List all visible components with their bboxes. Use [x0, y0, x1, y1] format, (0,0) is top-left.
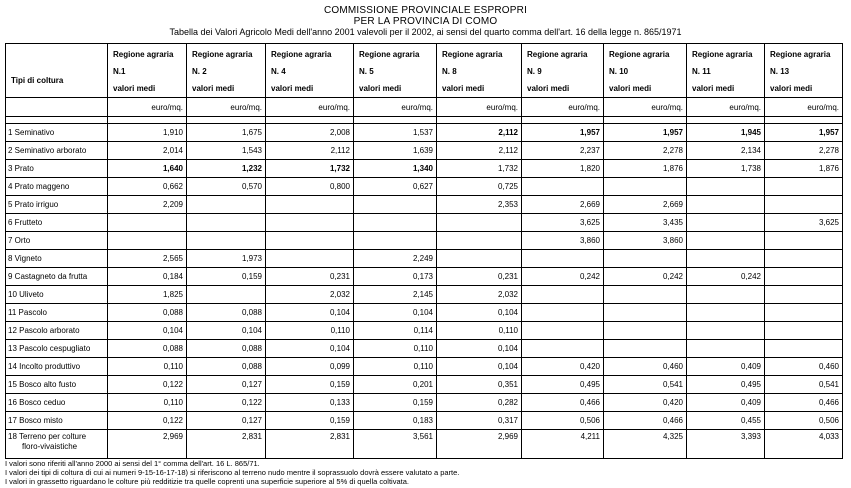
spacer-cell	[687, 117, 765, 124]
value-cell: 1,340	[354, 160, 437, 178]
unit-cell: euro/mq.	[437, 98, 522, 117]
column-header-line: Regione agraria	[271, 50, 332, 59]
column-header-line: N. 10	[609, 67, 629, 76]
units-blank	[6, 98, 108, 117]
value-cell: 2,112	[437, 124, 522, 142]
table-row	[6, 268, 843, 286]
column-header-line: N. 11	[692, 67, 711, 76]
value-cell	[687, 250, 765, 268]
value-cell: 1,825	[108, 286, 187, 304]
crop-name: 16 Bosco ceduo	[6, 394, 108, 412]
value-cell: 0,110	[354, 340, 437, 358]
value-cell: 0,460	[604, 358, 687, 376]
table-row	[6, 250, 843, 268]
table-row	[6, 376, 843, 394]
crop-name: 5 Prato irriguo	[6, 196, 108, 214]
column-header	[437, 44, 522, 98]
crop-name: 4 Prato maggeno	[6, 178, 108, 196]
spacer-cell	[266, 117, 354, 124]
value-cell: 3,625	[522, 214, 604, 232]
value-cell: 0,122	[187, 394, 266, 412]
value-cell	[765, 340, 843, 358]
column-header-line: Regione agraria	[192, 50, 253, 59]
value-cell: 0,242	[522, 268, 604, 286]
value-cell	[765, 178, 843, 196]
column-header-line: N. 8	[442, 67, 457, 76]
crop-name: 2 Seminativo arborato	[6, 142, 108, 160]
value-cell: 0,460	[765, 358, 843, 376]
value-cell	[765, 268, 843, 286]
value-cell: 0,351	[437, 376, 522, 394]
table-row	[6, 286, 843, 304]
value-cell: 0,231	[437, 268, 522, 286]
value-cell: 0,104	[437, 304, 522, 322]
value-cell: 0,088	[187, 340, 266, 358]
value-cell: 0,201	[354, 376, 437, 394]
crop-name: 9 Castagneto da frutta	[6, 268, 108, 286]
column-header-line: N. 9	[527, 67, 542, 76]
value-cell: 3,435	[604, 214, 687, 232]
values-table	[5, 43, 843, 459]
value-cell: 0,110	[354, 358, 437, 376]
crop-name: 1 Seminativo	[6, 124, 108, 142]
value-cell: 1,820	[522, 160, 604, 178]
value-cell: 2,565	[108, 250, 187, 268]
spacer-cell	[108, 117, 187, 124]
title-line-1: COMMISSIONE PROVINCIALE ESPROPRI	[323, 5, 528, 16]
value-cell	[354, 232, 437, 250]
value-cell: 0,104	[187, 322, 266, 340]
table-row	[6, 394, 843, 412]
value-cell: 2,237	[522, 142, 604, 160]
value-cell	[437, 214, 522, 232]
value-cell	[522, 322, 604, 340]
unit-cell: euro/mq.	[108, 98, 187, 117]
value-cell: 2,134	[687, 142, 765, 160]
footnote: I valori in grassetto riguardano le colture più redditizie tra quelle coprenti una superficie superiore al 5% di quella coltivata.	[5, 477, 409, 486]
column-header-line: N. 4	[271, 67, 286, 76]
value-cell: 3,393	[687, 430, 765, 459]
value-cell: 0,173	[354, 268, 437, 286]
column-header-line: valori medi	[692, 84, 735, 93]
table-row	[6, 142, 843, 160]
value-cell	[604, 178, 687, 196]
value-cell: 0,088	[187, 304, 266, 322]
value-cell: 2,969	[437, 430, 522, 459]
value-cell	[604, 304, 687, 322]
crop-name: 11 Pascolo	[6, 304, 108, 322]
value-cell	[354, 214, 437, 232]
value-cell: 2,032	[437, 286, 522, 304]
value-cell: 0,104	[354, 304, 437, 322]
value-cell: 0,088	[187, 358, 266, 376]
value-cell: 0,110	[266, 322, 354, 340]
value-cell	[187, 214, 266, 232]
value-cell	[108, 232, 187, 250]
value-cell: 2,008	[266, 124, 354, 142]
column-header-line: Regione agraria	[609, 50, 670, 59]
value-cell	[437, 232, 522, 250]
crop-name-line: 18 Terreno per colture	[8, 432, 87, 441]
value-cell: 0,104	[266, 340, 354, 358]
value-cell: 0,242	[604, 268, 687, 286]
value-cell: 0,088	[108, 340, 187, 358]
column-header-line: valori medi	[271, 84, 314, 93]
value-cell: 0,420	[604, 394, 687, 412]
value-cell: 0,466	[522, 394, 604, 412]
value-cell: 0,495	[687, 376, 765, 394]
value-cell: 0,455	[687, 412, 765, 430]
spacer-cell	[765, 117, 843, 124]
value-cell: 1,945	[687, 124, 765, 142]
value-cell	[522, 178, 604, 196]
crop-name: 17 Bosco misto	[6, 412, 108, 430]
value-cell: 0,466	[765, 394, 843, 412]
header-row	[6, 44, 843, 98]
unit-cell: euro/mq.	[604, 98, 687, 117]
value-cell	[604, 340, 687, 358]
spacer-cell	[604, 117, 687, 124]
value-cell: 1,639	[354, 142, 437, 160]
value-cell: 3,561	[354, 430, 437, 459]
column-header	[187, 44, 266, 98]
column-header-line: valori medi	[359, 84, 402, 93]
value-cell: 0,104	[437, 340, 522, 358]
value-cell: 1,957	[604, 124, 687, 142]
column-header-line: valori medi	[192, 84, 235, 93]
value-cell	[687, 196, 765, 214]
value-cell: 0,104	[108, 322, 187, 340]
value-cell	[765, 196, 843, 214]
value-cell: 2,145	[354, 286, 437, 304]
value-cell: 0,466	[604, 412, 687, 430]
footnote: I valori sono riferiti all'anno 2000 ai sensi del 1° comma dell'art. 16 L. 865/71.	[5, 459, 260, 468]
value-cell	[522, 340, 604, 358]
unit-cell: euro/mq.	[187, 98, 266, 117]
value-cell: 0,282	[437, 394, 522, 412]
value-cell	[765, 322, 843, 340]
table-row	[6, 214, 843, 232]
column-header-line: valori medi	[527, 84, 570, 93]
value-cell	[687, 340, 765, 358]
value-cell: 0,099	[266, 358, 354, 376]
column-header-line: Regione agraria	[692, 50, 753, 59]
column-header-line: N.1	[113, 67, 126, 76]
value-cell: 2,831	[187, 430, 266, 459]
unit-cell: euro/mq.	[522, 98, 604, 117]
column-header-line: N. 13	[770, 67, 790, 76]
column-header-line: valori medi	[442, 84, 485, 93]
value-cell: 4,325	[604, 430, 687, 459]
value-cell: 0,088	[108, 304, 187, 322]
spacer-cell	[522, 117, 604, 124]
value-cell: 2,032	[266, 286, 354, 304]
row-header-label: Tipi di coltura	[11, 76, 64, 85]
value-cell	[687, 214, 765, 232]
column-header	[354, 44, 437, 98]
value-cell: 2,669	[522, 196, 604, 214]
value-cell: 1,738	[687, 160, 765, 178]
value-cell: 0,506	[765, 412, 843, 430]
table-row	[6, 430, 843, 459]
value-cell	[765, 286, 843, 304]
value-cell: 0,317	[437, 412, 522, 430]
value-cell: 2,278	[765, 142, 843, 160]
value-cell: 0,127	[187, 376, 266, 394]
value-cell	[522, 250, 604, 268]
value-cell	[437, 250, 522, 268]
value-cell	[522, 304, 604, 322]
value-cell: 1,957	[522, 124, 604, 142]
value-cell: 2,112	[437, 142, 522, 160]
value-cell: 0,110	[108, 358, 187, 376]
value-cell: 1,732	[437, 160, 522, 178]
column-header	[266, 44, 354, 98]
value-cell: 1,640	[108, 160, 187, 178]
column-header-line: valori medi	[770, 84, 813, 93]
value-cell: 1,543	[187, 142, 266, 160]
value-cell	[604, 250, 687, 268]
value-cell: 0,159	[266, 412, 354, 430]
value-cell: 1,537	[354, 124, 437, 142]
value-cell	[687, 322, 765, 340]
crop-name: 14 Incolto produttivo	[6, 358, 108, 376]
value-cell	[266, 214, 354, 232]
column-header	[604, 44, 687, 98]
unit-cell: euro/mq.	[354, 98, 437, 117]
value-cell: 2,831	[266, 430, 354, 459]
value-cell: 0,409	[687, 358, 765, 376]
column-header	[522, 44, 604, 98]
unit-cell: euro/mq.	[687, 98, 765, 117]
value-cell: 0,127	[187, 412, 266, 430]
value-cell: 0,800	[266, 178, 354, 196]
value-cell	[687, 304, 765, 322]
value-cell: 2,278	[604, 142, 687, 160]
value-cell: 0,159	[187, 268, 266, 286]
value-cell	[765, 304, 843, 322]
value-cell: 0,133	[266, 394, 354, 412]
table-body	[6, 98, 843, 459]
value-cell: 4,211	[522, 430, 604, 459]
value-cell: 0,159	[354, 394, 437, 412]
spacer-cell	[437, 117, 522, 124]
value-cell	[765, 250, 843, 268]
value-cell	[266, 232, 354, 250]
column-header	[108, 44, 187, 98]
footnote: I valori dei tipi di coltura di cui ai numeri 9-15-16-17-18) si riferiscono al terreno nudo mentre il soprassuolo dovrà essere valutato a parte.	[5, 468, 460, 477]
table-row	[6, 322, 843, 340]
value-cell	[108, 214, 187, 232]
crop-name: 10 Uliveto	[6, 286, 108, 304]
value-cell: 0,110	[437, 322, 522, 340]
column-header	[765, 44, 843, 98]
value-cell	[604, 286, 687, 304]
value-cell: 3,860	[604, 232, 687, 250]
value-cell: 2,969	[108, 430, 187, 459]
unit-cell: euro/mq.	[765, 98, 843, 117]
value-cell: 1,732	[266, 160, 354, 178]
table-row	[6, 196, 843, 214]
value-cell	[266, 196, 354, 214]
value-cell	[266, 250, 354, 268]
value-cell: 3,625	[765, 214, 843, 232]
footnotes	[5, 459, 459, 486]
value-cell	[687, 178, 765, 196]
value-cell: 0,104	[266, 304, 354, 322]
value-cell: 0,725	[437, 178, 522, 196]
crop-name-line: floro-vivaistiche	[22, 442, 78, 451]
value-cell: 1,910	[108, 124, 187, 142]
value-cell: 0,183	[354, 412, 437, 430]
value-cell	[687, 286, 765, 304]
document-header	[0, 5, 851, 38]
value-cell: 0,159	[266, 376, 354, 394]
table-row	[6, 124, 843, 142]
column-header-line: Regione agraria	[359, 50, 420, 59]
value-cell: 1,957	[765, 124, 843, 142]
value-cell: 0,541	[765, 376, 843, 394]
crop-name: 12 Pascolo arborato	[6, 322, 108, 340]
value-cell	[354, 196, 437, 214]
value-cell: 0,570	[187, 178, 266, 196]
value-cell	[187, 286, 266, 304]
spacer-cell	[6, 117, 108, 124]
column-header-line: Regione agraria	[113, 50, 174, 59]
crop-name: 6 Frutteto	[6, 214, 108, 232]
spacer-cell	[187, 117, 266, 124]
value-cell: 0,409	[687, 394, 765, 412]
value-cell: 0,122	[108, 376, 187, 394]
unit-cell: euro/mq.	[266, 98, 354, 117]
value-cell: 0,114	[354, 322, 437, 340]
crop-name: 7 Orto	[6, 232, 108, 250]
crop-name	[6, 430, 108, 459]
value-cell	[604, 322, 687, 340]
column-header-line: Regione agraria	[442, 50, 503, 59]
table-subtitle: Tabella dei Valori Agricolo Medi dell'anno 2001 valevoli per il 2002, ai sensi del quarto comma dell'art. 16 della legge n. 865/1971	[169, 27, 682, 37]
column-header-line: N. 5	[359, 67, 374, 76]
table-row	[6, 340, 843, 358]
value-cell: 4,033	[765, 430, 843, 459]
crop-name: 8 Vigneto	[6, 250, 108, 268]
table-row	[6, 232, 843, 250]
table-row	[6, 160, 843, 178]
value-cell: 0,662	[108, 178, 187, 196]
value-cell	[765, 232, 843, 250]
value-cell: 0,420	[522, 358, 604, 376]
value-cell: 2,249	[354, 250, 437, 268]
crop-name: 13 Pascolo cespugliato	[6, 340, 108, 358]
value-cell: 0,122	[108, 412, 187, 430]
column-header-line: N. 2	[192, 67, 207, 76]
value-cell: 2,014	[108, 142, 187, 160]
value-cell: 1,675	[187, 124, 266, 142]
table-row	[6, 412, 843, 430]
value-cell: 0,495	[522, 376, 604, 394]
value-cell: 0,541	[604, 376, 687, 394]
value-cell: 0,110	[108, 394, 187, 412]
value-cell: 2,112	[266, 142, 354, 160]
value-cell: 2,209	[108, 196, 187, 214]
value-cell: 2,353	[437, 196, 522, 214]
table-row	[6, 178, 843, 196]
value-cell: 0,104	[437, 358, 522, 376]
value-cell: 0,184	[108, 268, 187, 286]
spacer-cell	[354, 117, 437, 124]
value-cell: 0,231	[266, 268, 354, 286]
value-cell: 1,876	[604, 160, 687, 178]
column-header-line: Regione agraria	[527, 50, 588, 59]
value-cell	[522, 286, 604, 304]
value-cell: 0,627	[354, 178, 437, 196]
title-line-2: PER LA PROVINCIA DI COMO	[353, 16, 498, 27]
table-row	[6, 358, 843, 376]
value-cell: 0,242	[687, 268, 765, 286]
column-header-line: valori medi	[609, 84, 652, 93]
units-row	[6, 98, 843, 117]
column-header-line: valori medi	[113, 84, 156, 93]
row-header-cell	[6, 44, 108, 98]
value-cell: 3,860	[522, 232, 604, 250]
spacer-row	[6, 117, 843, 124]
value-cell: 1,232	[187, 160, 266, 178]
value-cell: 0,506	[522, 412, 604, 430]
crop-name: 15 Bosco alto fusto	[6, 376, 108, 394]
crop-name: 3 Prato	[6, 160, 108, 178]
value-cell	[187, 196, 266, 214]
column-header	[687, 44, 765, 98]
value-cell	[687, 232, 765, 250]
column-header-line: Regione agraria	[770, 50, 831, 59]
value-cell: 1,973	[187, 250, 266, 268]
value-cell: 2,669	[604, 196, 687, 214]
value-cell	[187, 232, 266, 250]
value-cell: 1,876	[765, 160, 843, 178]
table-row	[6, 304, 843, 322]
